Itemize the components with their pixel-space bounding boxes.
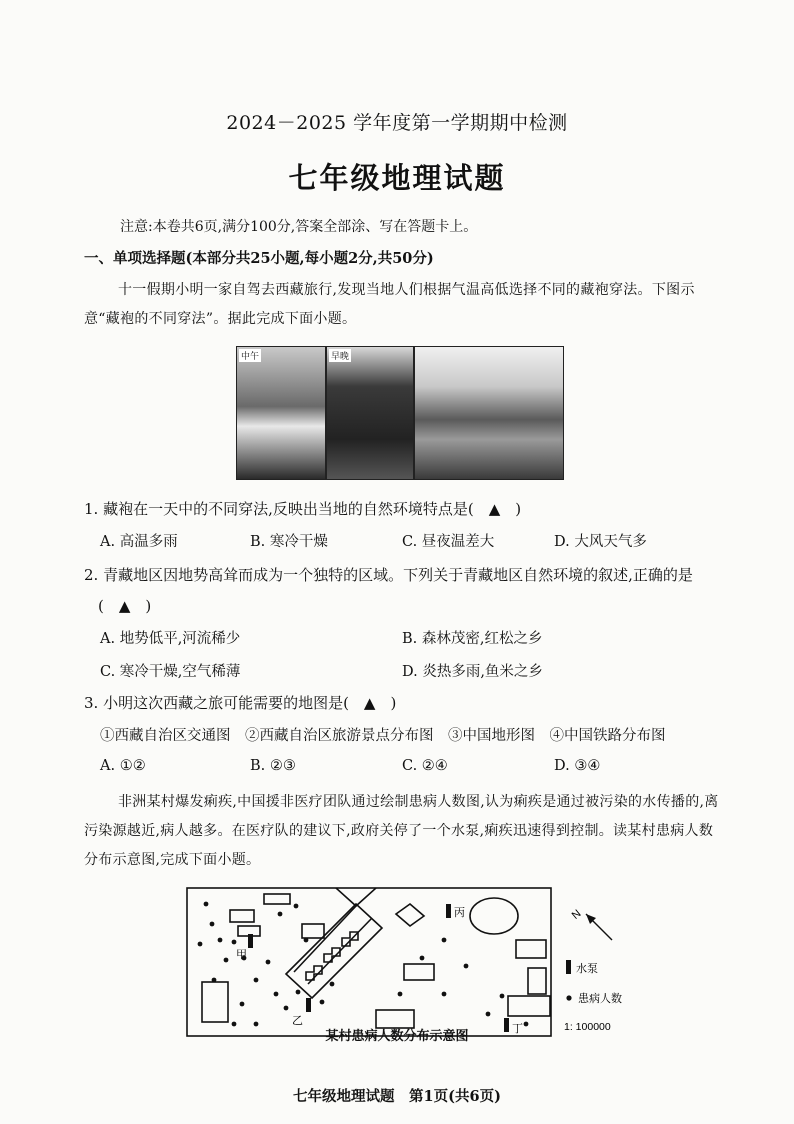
north-label: N [569, 907, 584, 922]
q2-option-d[interactable]: D. 炎热多雨,鱼米之乡 [402, 664, 543, 680]
q2-option-c[interactable]: C. 寒冷干燥,空气稀薄 [100, 664, 241, 680]
pump-label-yi: 乙 [292, 1015, 303, 1027]
map-caption: 某村患病人数分布示意图 [325, 1029, 469, 1044]
village-map [186, 884, 626, 1044]
photo-morning-label: 早晚 [329, 349, 351, 362]
q3-option-a[interactable]: A. ①② [100, 758, 146, 774]
legend-patient-icon [566, 995, 571, 1000]
legend-patient-label: 患病人数 [578, 993, 622, 1005]
notice: 注意:本卷共6页,满分100分,答案全部涂、写在答题卡上。 [120, 219, 478, 235]
question-1: 1. 藏袍在一天中的不同穿法,反映出当地的自然环境特点是( ▲ ) [84, 500, 522, 518]
q3-option-d[interactable]: D. ③④ [554, 758, 601, 774]
q3-items: ①西藏自治区交通图 ②西藏自治区旅游景点分布图 ③中国地形图 ④中国铁路分布图 [100, 728, 666, 744]
map-scale: 1: 100000 [564, 1021, 611, 1033]
pump-label-ding: 丁 [512, 1023, 523, 1035]
q1-option-d[interactable]: D. 大风天气多 [554, 534, 647, 550]
q1-option-a[interactable]: A. 高温多雨 [100, 534, 178, 550]
subject-title: 七年级地理试题 [288, 161, 506, 195]
photo-noon [236, 346, 326, 480]
q2-option-b[interactable]: B. 森林茂密,红松之乡 [402, 631, 543, 647]
photo-landscape [414, 346, 564, 480]
q1-option-b[interactable]: B. 寒冷干燥 [250, 534, 328, 550]
exam-title: 2024－2025 学年度第一学期期中检测 [226, 112, 568, 134]
north-arrow-icon [570, 908, 612, 940]
pump-label-jia: 甲 [236, 949, 247, 961]
section-heading: 一、单项选择题(本部分共25小题,每小题2分,共50分) [84, 250, 434, 267]
question-3: 3. 小明这次西藏之旅可能需要的地图是( ▲ ) [84, 694, 397, 712]
legend-pump-icon [566, 960, 571, 974]
q3-option-b[interactable]: B. ②③ [250, 758, 296, 774]
q3-option-c[interactable]: C. ②④ [402, 758, 448, 774]
intro-paragraph-1: 十一假期小明一家自驾去西藏旅行,发现当地人们根据气温高低选择不同的藏袍穿法。下图示意“藏袍的不同穿法”。据此完成下面小题。 [84, 282, 695, 327]
question-2-blank: ( ▲ ) [98, 597, 152, 615]
question-2: 2. 青藏地区因地势高耸而成为一个独特的区域。下列关于青藏地区自然环境的叙述,正确的是 [84, 566, 693, 584]
photo-noon-label: 中午 [239, 349, 261, 362]
legend-pump-label: 水泵 [576, 963, 598, 975]
pump-label-bing: 丙 [454, 907, 465, 919]
q1-option-c[interactable]: C. 昼夜温差大 [402, 534, 495, 550]
intro-paragraph-2: 非洲某村爆发痢疾,中国援非医疗团队通过绘制患病人数图,认为痢疾是通过被污染的水传播的,离污染源越近,病人越多。在医疗队的建议下,政府关停了一个水泵,痢疾迅速得到控制。读某村患病人数分布示意图,完成下面小题。 [84, 794, 719, 868]
page-footer: 七年级地理试题 第1页(共6页) [293, 1088, 501, 1105]
photo-morning-evening [326, 346, 414, 480]
q2-option-a[interactable]: A. 地势低平,河流稀少 [100, 631, 241, 647]
